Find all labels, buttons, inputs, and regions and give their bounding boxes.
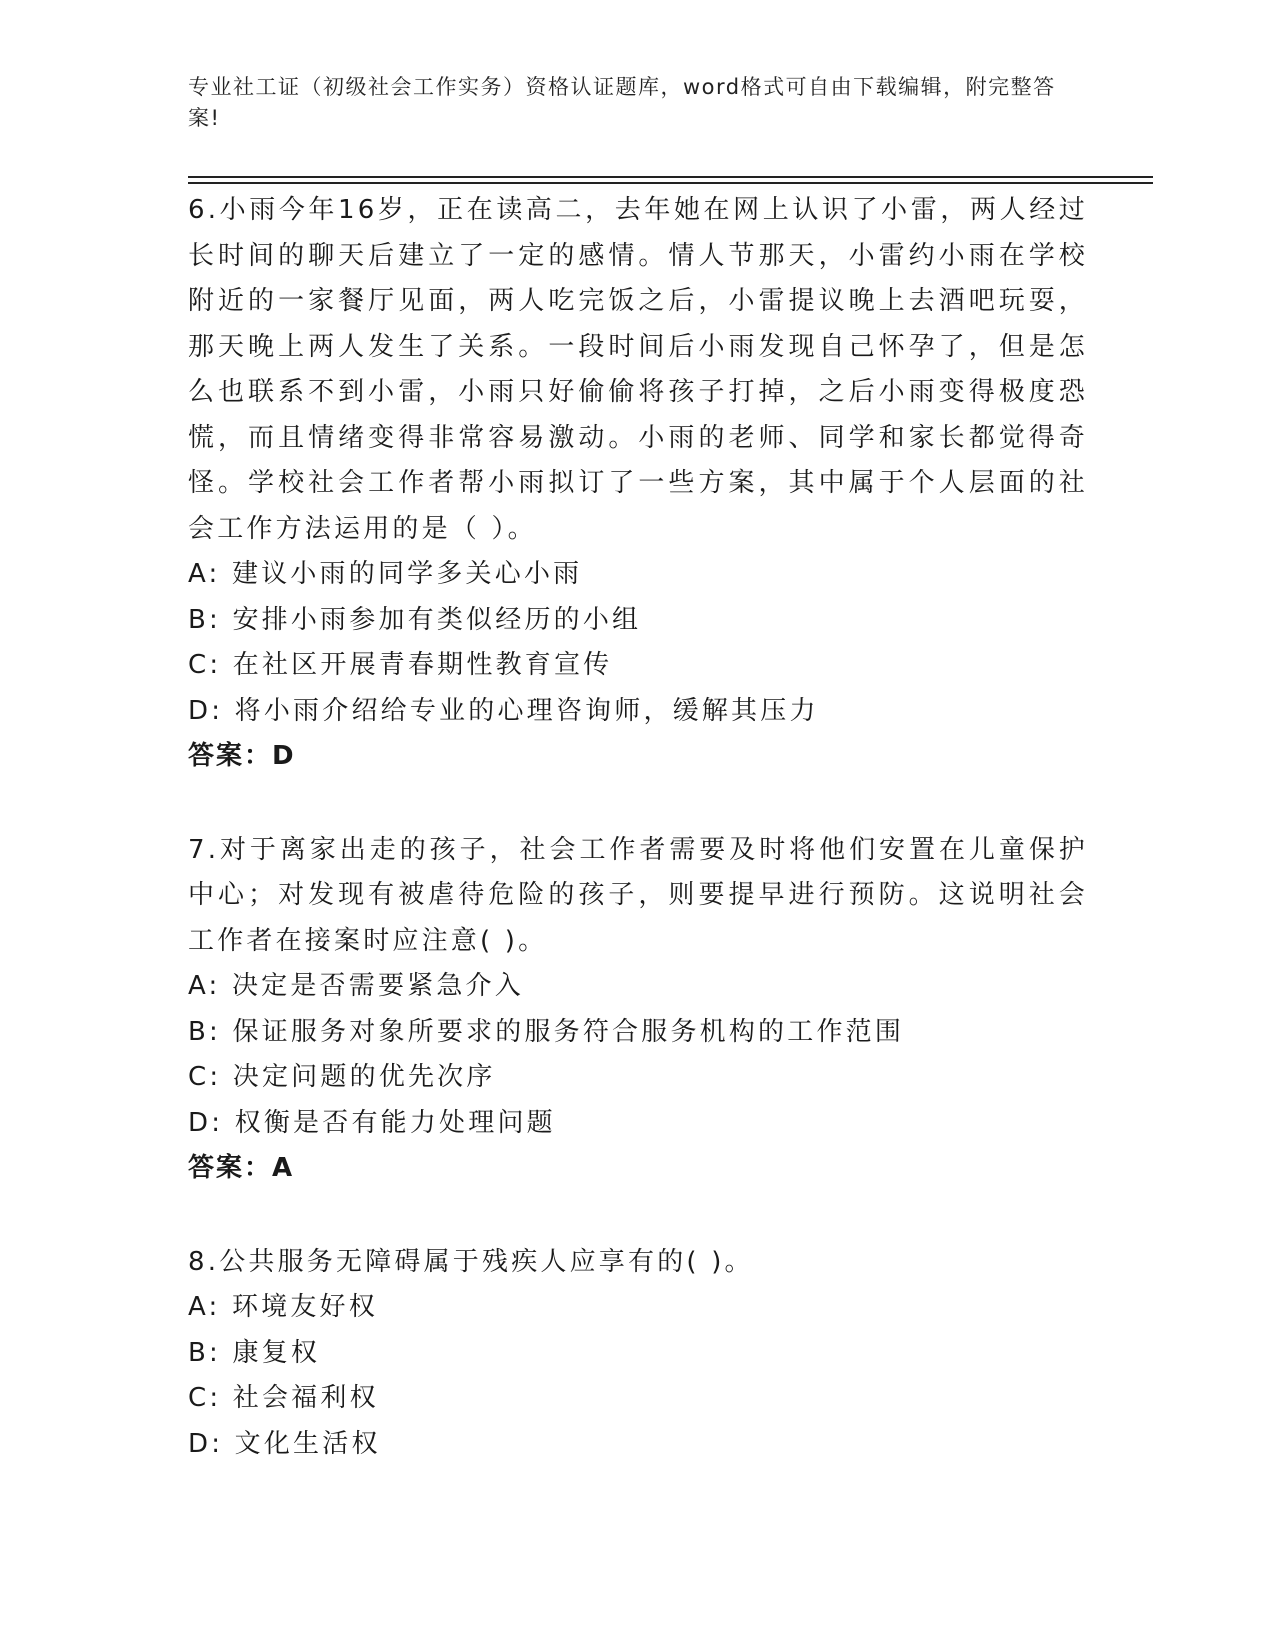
option-d: D: 将小雨介绍给专业的心理咨询师，缓解其压力 <box>188 695 819 726</box>
header-rule-bottom <box>188 182 1153 184</box>
option-d: D: 权衡是否有能力处理问题 <box>188 1107 556 1138</box>
header-rule-top <box>188 176 1153 178</box>
option-b: B: 康复权 <box>188 1337 321 1368</box>
answer-line: 答案：D <box>188 741 296 771</box>
option-a: A: 环境友好权 <box>188 1292 378 1322</box>
question-6 <box>188 188 1088 780</box>
option-c: C: 社会福利权 <box>188 1383 379 1413</box>
answer-line: 答案：A <box>188 1153 295 1183</box>
document-header: 专业社工证（初级社会工作实务）资格认证题库，word格式可自由下载编辑，附完整答案! <box>188 75 1056 130</box>
question-stem: 6.小雨今年16岁，正在读高二，去年她在网上认识了小雷，两人经过长时间的聊天后建立了一定的感情。情人节那天，小雷约小雨在学校附近的一家餐厅见面，两人吃完饭之后，小雷提议晚上去酒吧玩耍，那天晚上两人发生了关系。一段时间后小雨发现自己怀孕了，但是怎么也联系不到小雷，小雨只好偷偷将孩子打掉，之后小雨变得极度恐慌，而且情绪变得非常容易激动。小雨的老师、同学和家长都觉得奇怪。学校社会工作者帮小雨拟订了一些方案，其中属于个人层面的社会工作方法运用的是（ ）。 <box>188 195 1088 544</box>
option-b: B: 保证服务对象所要求的服务符合服务机构的工作范围 <box>188 1016 905 1047</box>
option-a: A: 建议小雨的同学多关心小雨 <box>188 559 583 589</box>
option-a: A: 决定是否需要紧急介入 <box>188 971 524 1001</box>
option-c: C: 决定问题的优先次序 <box>188 1062 496 1092</box>
option-c: C: 在社区开展青春期性教育宣传 <box>188 650 613 680</box>
question-8 <box>188 1240 1088 1468</box>
question-7 <box>188 828 1088 1192</box>
question-stem: 8.公共服务无障碍属于残疾人应享有的( )。 <box>188 1246 754 1277</box>
question-list <box>188 188 1088 1515</box>
option-b: B: 安排小雨参加有类似经历的小组 <box>188 604 642 635</box>
option-d: D: 文化生活权 <box>188 1428 381 1459</box>
question-stem: 7.对于离家出走的孩子，社会工作者需要及时将他们安置在儿童保护中心；对发现有被虐待危险的孩子，则要提早进行预防。这说明社会工作者在接案时应注意( )。 <box>188 834 1088 956</box>
